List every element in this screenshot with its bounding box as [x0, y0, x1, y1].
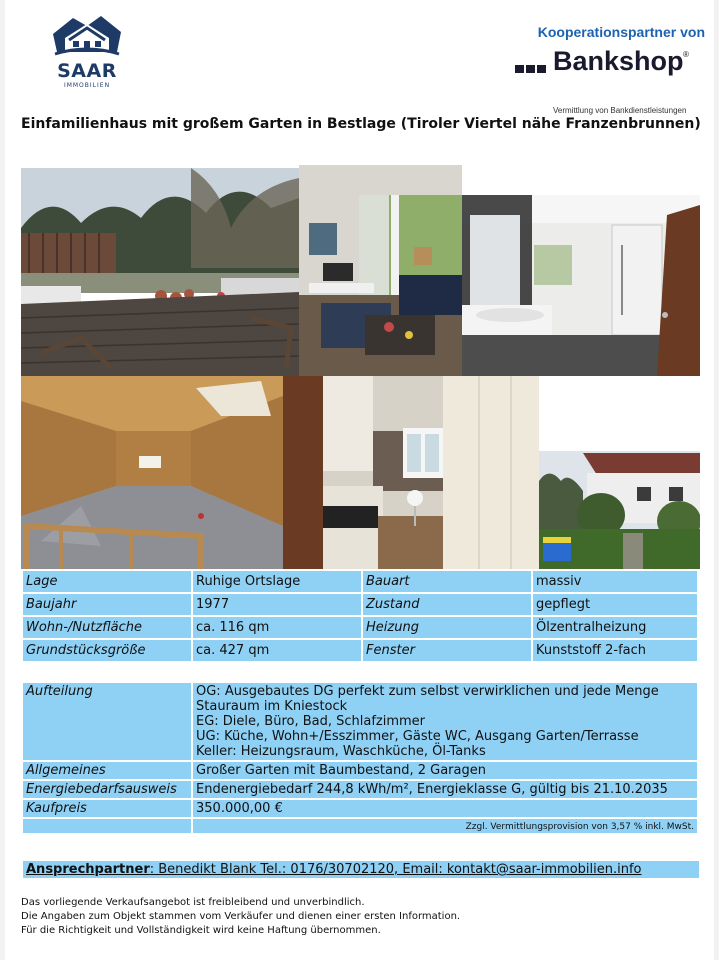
spec-label: Grundstücksgröße	[23, 640, 191, 661]
expose-page	[5, 0, 714, 960]
provision-spacer	[23, 819, 191, 833]
partner-block	[505, 24, 705, 115]
partner-name: Bankshop	[553, 46, 684, 76]
saar-logo-text: SAAR	[57, 60, 117, 82]
details-row-kaufpreis	[23, 800, 697, 817]
details-row-energie	[23, 781, 697, 798]
provision-note: Zzgl. Vermittlungsprovision von 3,57 % inkl. MwSt.	[193, 819, 697, 833]
disclaimer	[21, 896, 460, 938]
aufteilung-line: Keller: Heizungsraum, Waschküche, Öl-Tanks	[196, 744, 486, 759]
spec-value: Kunststoff 2-fach	[533, 640, 697, 661]
listing-title: Einfamilienhaus mit großem Garten in Bestlage (Tiroler Viertel nähe Franzenbrunnen)	[21, 116, 701, 132]
spec-label: Zustand	[363, 594, 531, 615]
spec-label: Fenster	[363, 640, 531, 661]
spec-label: Bauart	[363, 571, 531, 592]
saar-house-icon	[43, 12, 131, 62]
allgemeines-label: Allgemeines	[23, 762, 191, 779]
bankshop-logo	[505, 46, 695, 115]
photo-terrace	[21, 168, 299, 376]
spec-value: ca. 116 qm	[193, 617, 361, 638]
spec-label: Baujahr	[23, 594, 191, 615]
spec-label: Lage	[23, 571, 191, 592]
saar-logo-subtext: IMMOBILIEN	[63, 82, 111, 89]
energie-value: Endenergiebedarf 244,8 kWh/m², Energieklasse G, gültig bis 21.10.2035	[193, 781, 697, 798]
aufteilung-label: Aufteilung	[23, 683, 191, 760]
photo-living-room	[299, 165, 462, 376]
spec-row	[23, 640, 697, 661]
specs-table	[21, 569, 699, 663]
partner-intro: Kooperationspartner von	[537, 24, 705, 40]
contact-details[interactable]: : Benedikt Blank Tel.: 0176/30702120, Email: kontakt@saar-immobilien.info	[149, 862, 642, 877]
spec-value: gepflegt	[533, 594, 697, 615]
photo-house-exterior	[539, 451, 700, 569]
disclaimer-line: Das vorliegende Verkaufsangebot ist freibleibend und unverbindlich.	[21, 897, 365, 908]
allgemeines-value: Großer Garten mit Baumbestand, 2 Garagen	[193, 762, 697, 779]
spec-value: Ruhige Ortslage	[193, 571, 361, 592]
kaufpreis-value: 350.000,00 €	[193, 800, 697, 817]
details-row-allgemeines	[23, 762, 697, 779]
aufteilung-line: OG: Ausgebautes DG perfekt zum selbst verwirklichen und jede Menge	[196, 684, 659, 699]
aufteilung-value	[193, 683, 697, 760]
contact-line	[23, 861, 699, 878]
details-table	[21, 681, 699, 835]
disclaimer-line: Für die Richtigkeit und Vollständigkeit wird keine Haftung übernommen.	[21, 925, 381, 936]
details-row-provision	[23, 819, 697, 833]
spec-label: Wohn-/Nutzfläche	[23, 617, 191, 638]
aufteilung-line: UG: Küche, Wohn+/Esszimmer, Gäste WC, Ausgang Garten/Terrasse	[196, 729, 639, 744]
spec-value: massiv	[533, 571, 697, 592]
spec-value: Ölzentralheizung	[533, 617, 697, 638]
contact-label: Ansprechpartner	[26, 862, 150, 877]
photo-kitchen	[283, 376, 539, 569]
spec-row	[23, 617, 697, 638]
disclaimer-line: Die Angaben zum Objekt stammen vom Verkäufer und dienen einer ersten Information.	[21, 911, 461, 922]
spec-row	[23, 571, 697, 592]
photo-attic	[21, 376, 283, 569]
energie-label: Energiebedarfsausweis	[23, 781, 191, 798]
spec-value: ca. 427 qm	[193, 640, 361, 661]
partner-tagline: Vermittlung von Bankdienstleistungen	[553, 106, 687, 115]
aufteilung-line: Stauraum im Kniestock	[196, 699, 348, 714]
spec-row	[23, 594, 697, 615]
photo-bathroom	[462, 195, 700, 376]
registered-mark: ®	[683, 50, 689, 59]
aufteilung-line: EG: Diele, Büro, Bad, Schlafzimmer	[196, 714, 426, 729]
details-row-aufteilung	[23, 683, 697, 760]
saar-logo	[43, 12, 131, 92]
kaufpreis-label: Kaufpreis	[23, 800, 191, 817]
bankshop-squares-icon	[515, 58, 548, 77]
spec-label: Heizung	[363, 617, 531, 638]
spec-value: 1977	[193, 594, 361, 615]
